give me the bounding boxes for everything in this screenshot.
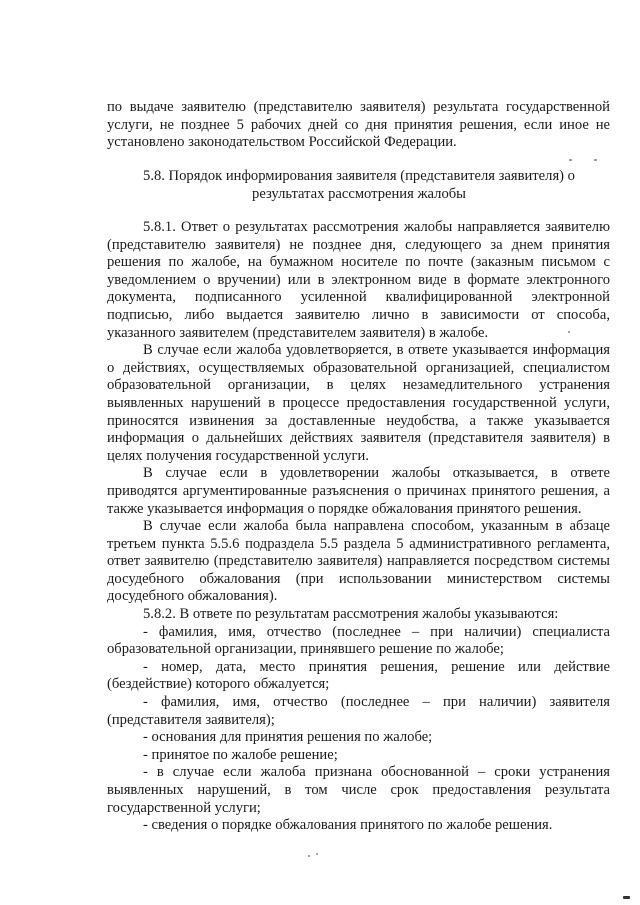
- scan-speck: [568, 331, 570, 333]
- list-item: - принятое по жалобе решение;: [143, 746, 338, 763]
- scan-speck: [569, 159, 572, 161]
- paragraph-complaint-satisfied: В случае если жалоба удовлетворяется, в ответе указывается информация о действиях, осуществляемых образовательной организацией, специалистом образовательной организации, в целях незамедлительного устранения выявленных нарушений в процессе предоставления государственной услуги, приносятся извинения за доставленные неудобства, а также указывается информация о дальнейших действиях заявителя (представителя заявителя) в целях получения государственной услуги.: [107, 342, 610, 464]
- list-item: - фамилия, имя, отчество (последнее – при наличии) специалиста образовательной организации, принявшего решение по жалобе;: [107, 623, 610, 658]
- lead-paragraph: по выдаче заявителю (представителю заявителя) результата государственной услуги, не позднее 5 рабочих дней со дня принятия решения, если иное не установлено законодательством Российской Федерации.: [107, 99, 610, 151]
- scan-speck: [594, 159, 597, 161]
- list-item: - сведения о порядке обжалования принятого по жалобе решения.: [143, 817, 553, 834]
- paragraph-pretrial-system: В случае если жалоба была направлена способом, указанным в абзаце третьем пункта 5.5.6 подраздела 5.5 раздела 5 административного регламента, ответ заявителю (представителю заявителя) направляется посредством системы досудебного обжалования (при использовании министерством системы досудебного обжалования).: [107, 518, 610, 605]
- paragraph-response-contents: 5.8.2. В ответе по результатам рассмотрения жалобы указываются:: [143, 606, 559, 623]
- paragraph-response-delivery: 5.8.1. Ответ о результатах рассмотрения жалобы направляется заявителю (представителю заявителя) не позднее дня, следующего за днем принятия решения по жалобе, на бумажном носителе по почте (заказным письмом с уведомлением о вручении) или в электронном виде в формате электронного документа, подписанного усиленной квалифицированной электронной подписью, либо выдается заявителю лично в зависимости от способа, указанного заявителем (представителем заявителя) в жалобе.: [107, 219, 610, 341]
- list-item: - фамилия, имя, отчество (последнее – при наличии) заявителя (представителя заявителя);: [107, 694, 610, 728]
- scan-speck: [316, 853, 318, 855]
- section-body: [107, 219, 610, 835]
- section-heading: 5.8. Порядок информирования заявителя (представителя заявителя) о результатах рассмотрения жалобы: [143, 168, 575, 202]
- list-item: - основания для принятия решения по жалобе;: [143, 729, 433, 746]
- scan-speck: [308, 855, 310, 857]
- scan-speck: [623, 896, 630, 899]
- list-item: - номер, дата, место принятия решения, решение или действие (бездействие) которого обжалуется;: [107, 658, 610, 693]
- list-item: - в случае если жалоба признана обоснованной – сроки устранения выявленных нарушений, в том числе срок предоставления результата государственной услуги;: [107, 764, 610, 816]
- paragraph-complaint-refused: В случае если в удовлетворении жалобы отказывается, в ответе приводятся аргументированные разъяснения о причинах принятого решения, а также указывается информация о порядке обжалования принятого решения.: [107, 465, 610, 517]
- lead-paragraph-block: [107, 99, 610, 152]
